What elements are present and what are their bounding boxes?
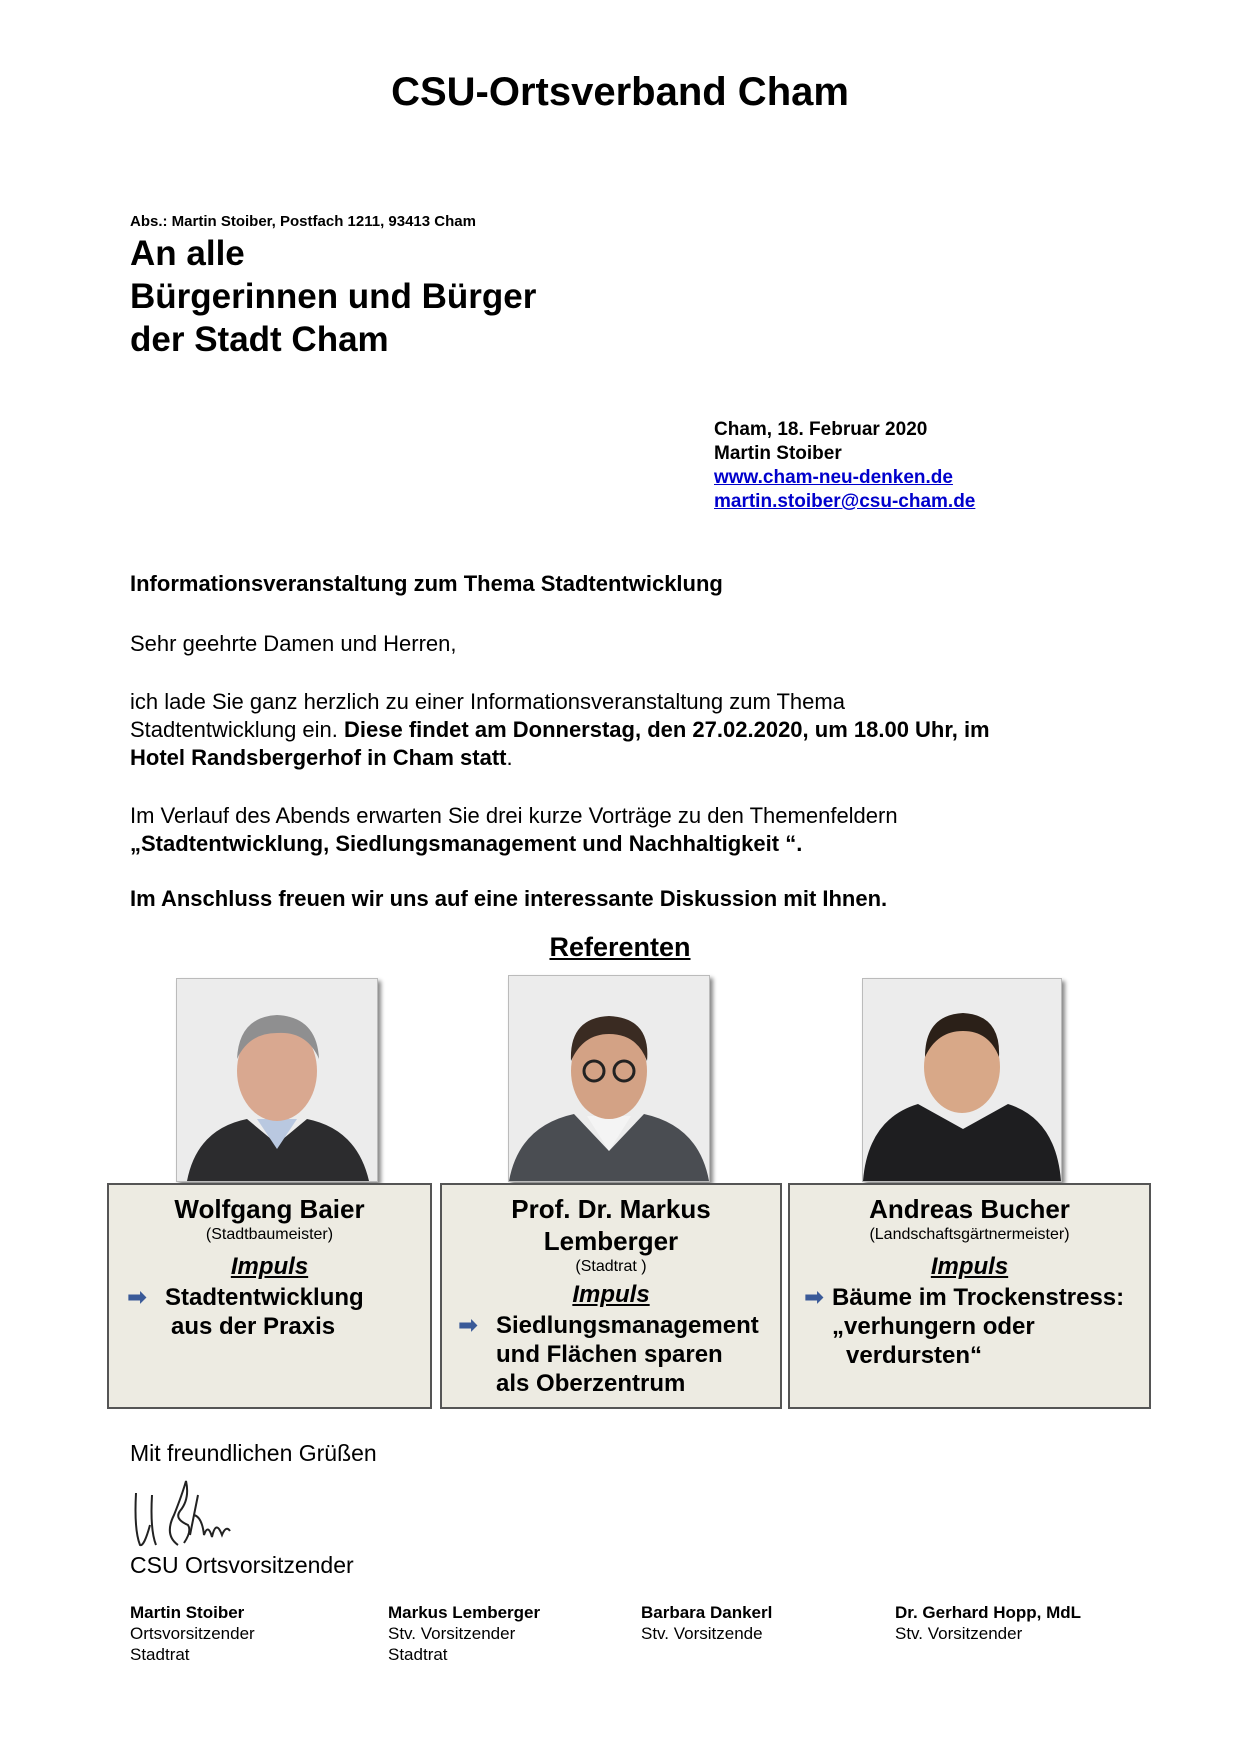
arrow-right-icon: ➡: [127, 1284, 148, 1311]
page-title: CSU-Ortsverband Cham: [391, 70, 849, 114]
closing-greeting: Mit freundlichen Grüßen: [130, 1440, 377, 1466]
speaker-photo: [862, 978, 1062, 1182]
topic-text: Stadtentwicklung: [165, 1284, 364, 1311]
recipient-line: An alle: [130, 234, 245, 273]
footer-name: Martin Stoiber: [130, 1603, 245, 1622]
recipient-line: Bürgerinnen und Bürger: [130, 277, 537, 316]
meta-block: [714, 418, 975, 514]
name-line: Prof. Dr. Markus: [511, 1194, 711, 1224]
signature: [130, 1475, 240, 1558]
referenten-heading: Referenten: [549, 932, 691, 962]
paragraph-line: Im Verlauf des Abends erwarten Sie drei kurze Vorträge zu den Themenfeldern: [130, 803, 898, 828]
recipient-line: der Stadt Cham: [130, 320, 389, 359]
signature-icon: [130, 1475, 240, 1553]
speaker-name: Andreas Bucher: [869, 1194, 1070, 1224]
topic-line: verdursten“: [846, 1342, 983, 1369]
speaker-card: [107, 1183, 432, 1409]
footer-title: Stv. Vorsitzender: [388, 1624, 516, 1643]
topic-text: Siedlungsmanagement: [496, 1312, 759, 1339]
topic-line: [127, 1283, 430, 1312]
footer-title: Stadtrat: [130, 1645, 190, 1664]
topics-paragraph: [130, 802, 1120, 858]
footer-column: [895, 1602, 1081, 1644]
speaker-topic: [109, 1283, 430, 1341]
footer-title: Stadtrat: [388, 1645, 448, 1664]
closing-role: CSU Ortsvorsitzender: [130, 1552, 354, 1578]
text-run: Stadtentwicklung ein.: [130, 717, 345, 742]
topic-line: aus der Praxis: [171, 1313, 336, 1340]
speaker-role: (Landschaftsgärtnermeister): [869, 1226, 1070, 1243]
footer-name: Markus Lemberger: [388, 1603, 541, 1622]
topic-line: und Flächen sparen: [496, 1341, 723, 1368]
speaker-topic: [442, 1311, 780, 1398]
speaker-card: [788, 1183, 1151, 1409]
speaker-photo: [508, 975, 710, 1182]
sender-name: Martin Stoiber: [714, 443, 842, 464]
speaker-name: [442, 1193, 780, 1257]
arrow-right-icon: ➡: [804, 1284, 825, 1311]
impuls-label: Impuls: [930, 1253, 1009, 1280]
name-line: Lemberger: [543, 1226, 679, 1256]
event-venue: Hotel Randsbergerhof in Cham statt: [130, 745, 507, 770]
sender-line: Abs.: Martin Stoiber, Postfach 1211, 93413 Cham: [130, 213, 476, 230]
recipient-block: [130, 232, 536, 361]
salutation: Sehr geehrte Damen und Herren,: [130, 631, 457, 656]
topic-line: „verhungern oder: [832, 1313, 1035, 1340]
paragraph-line: [130, 744, 1120, 772]
footer-column: [130, 1602, 255, 1665]
speaker-role: (Stadtrat ): [575, 1258, 647, 1275]
topic-line: [458, 1311, 780, 1340]
footer-name: Barbara Dankerl: [641, 1603, 773, 1622]
speaker-photo: [176, 978, 378, 1182]
speaker-topic: [790, 1283, 1149, 1370]
footer-name: Dr. Gerhard Hopp, MdL: [895, 1603, 1082, 1622]
topic-text: Bäume im Trockenstress:: [832, 1284, 1125, 1311]
person-portrait-icon: [177, 979, 377, 1181]
discussion-paragraph: Im Anschluss freuen wir uns auf eine interessante Diskussion mit Ihnen.: [130, 886, 888, 911]
website-link[interactable]: www.cham-neu-denken.de: [714, 467, 953, 488]
impuls-label: Impuls: [230, 1253, 309, 1280]
subject-line: Informationsveranstaltung zum Thema Stadtentwicklung: [130, 571, 723, 596]
event-details: Diese findet am Donnerstag, den 27.02.2020, um 18.00 Uhr: [344, 717, 952, 742]
footer-title: Stv. Vorsitzender: [895, 1624, 1023, 1643]
person-portrait-icon: [863, 979, 1061, 1181]
speaker-name: Wolfgang Baier: [174, 1194, 365, 1224]
letter-date: Cham, 18. Februar 2020: [714, 419, 928, 440]
topic-line: [804, 1283, 1149, 1312]
topics-line: „Stadtentwicklung, Siedlungsmanagement und Nachhaltigkeit “.: [130, 831, 803, 856]
footer-column: [388, 1602, 540, 1665]
speaker-card: [440, 1183, 782, 1409]
footer-title: Ortsvorsitzender: [130, 1624, 255, 1643]
paragraph-line: [130, 716, 1120, 744]
person-portrait-icon: [509, 976, 709, 1181]
paragraph-line: ich lade Sie ganz herzlich zu einer Informationsveranstaltung zum Thema: [130, 689, 845, 714]
text-run: , im: [951, 717, 990, 742]
footer-column: [641, 1602, 772, 1644]
arrow-right-icon: ➡: [458, 1312, 479, 1339]
text-run: .: [506, 745, 513, 770]
email-link[interactable]: martin.stoiber@csu-cham.de: [714, 491, 976, 512]
topic-line: als Oberzentrum: [496, 1370, 686, 1397]
footer-title: Stv. Vorsitzende: [641, 1624, 763, 1643]
invitation-paragraph: [130, 688, 1120, 772]
speaker-role: (Stadtbaumeister): [205, 1226, 334, 1243]
impuls-label: Impuls: [572, 1281, 650, 1308]
